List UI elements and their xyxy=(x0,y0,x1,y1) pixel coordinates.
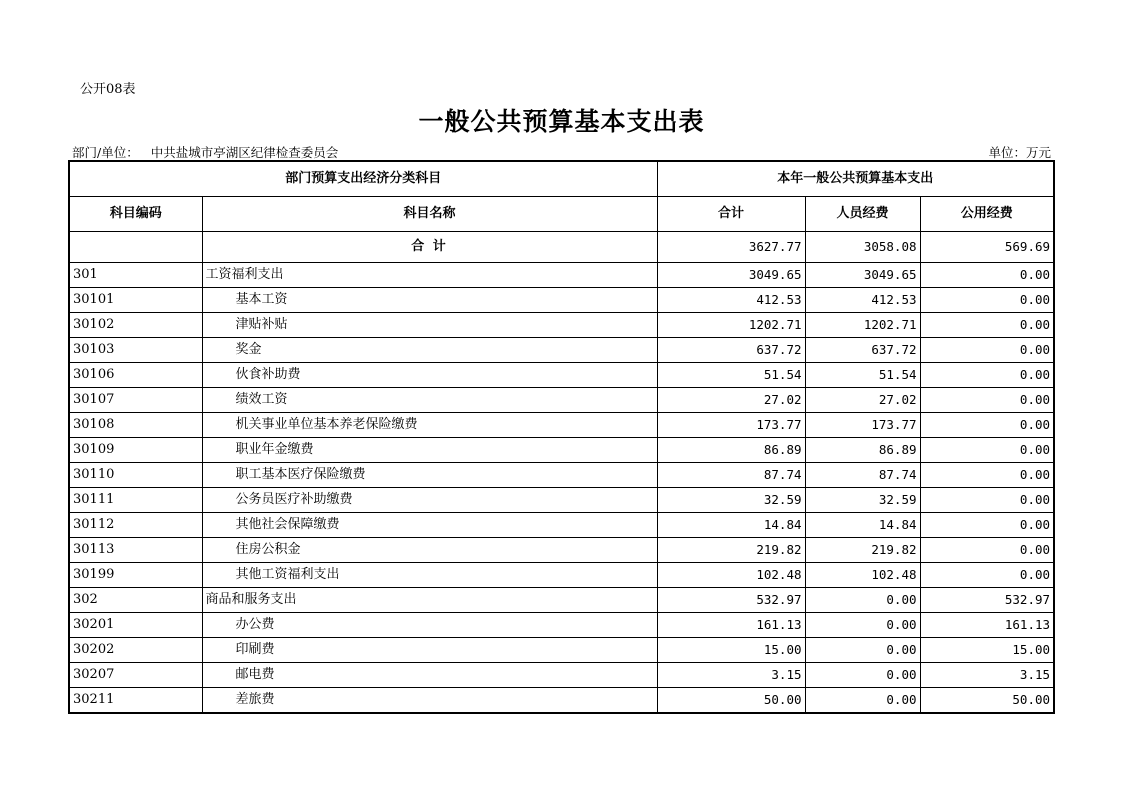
form-code: 公开08表 xyxy=(80,82,136,97)
amount-total: 173.77 xyxy=(657,413,805,438)
amount-public: 0.00 xyxy=(920,388,1054,413)
amount-total: 161.13 xyxy=(657,613,805,638)
amount-personnel: 219.82 xyxy=(805,538,920,563)
amount-total: 219.82 xyxy=(657,538,805,563)
header-personnel: 人员经费 xyxy=(805,197,920,232)
amount-total: 87.74 xyxy=(657,463,805,488)
amount-personnel: 32.59 xyxy=(805,488,920,513)
subject-name: 公务员医疗补助缴费 xyxy=(202,488,657,513)
header-group-row xyxy=(69,161,1054,197)
amount-public: 50.00 xyxy=(920,688,1054,714)
amount-public: 0.00 xyxy=(920,438,1054,463)
table-row xyxy=(69,338,1054,363)
subject-name: 邮电费 xyxy=(202,663,657,688)
subject-code: 30201 xyxy=(69,613,202,638)
amount-personnel: 0.00 xyxy=(805,588,920,613)
amount-total: 532.97 xyxy=(657,588,805,613)
page-title: 一般公共预算基本支出表 xyxy=(418,107,705,136)
amount-personnel: 1202.71 xyxy=(805,313,920,338)
subject-code: 30211 xyxy=(69,688,202,714)
subject-name: 基本工资 xyxy=(202,288,657,313)
amount-public: 0.00 xyxy=(920,463,1054,488)
table-row xyxy=(69,388,1054,413)
amount-public: 0.00 xyxy=(920,563,1054,588)
table-row xyxy=(69,538,1054,563)
amount-public: 0.00 xyxy=(920,288,1054,313)
subject-name: 伙食补助费 xyxy=(202,363,657,388)
amount-personnel: 637.72 xyxy=(805,338,920,363)
subject-code: 302 xyxy=(69,588,202,613)
header-subject-code: 科目编码 xyxy=(69,197,202,232)
amount-public: 15.00 xyxy=(920,638,1054,663)
amount-personnel: 0.00 xyxy=(805,638,920,663)
total-label: 合 计 xyxy=(202,232,657,263)
department-label: 部门/单位： xyxy=(72,145,139,160)
subject-code: 30207 xyxy=(69,663,202,688)
amount-personnel: 27.02 xyxy=(805,388,920,413)
header-total: 合计 xyxy=(657,197,805,232)
amount-personnel: 102.48 xyxy=(805,563,920,588)
table-row xyxy=(69,638,1054,663)
subject-code: 301 xyxy=(69,263,202,288)
table-row xyxy=(69,563,1054,588)
amount-total: 50.00 xyxy=(657,688,805,714)
subject-code: 30113 xyxy=(69,538,202,563)
amount-public: 0.00 xyxy=(920,413,1054,438)
subject-name: 住房公积金 xyxy=(202,538,657,563)
subject-code: 30107 xyxy=(69,388,202,413)
subject-name: 职工基本医疗保险缴费 xyxy=(202,463,657,488)
amount-total: 1202.71 xyxy=(657,313,805,338)
amount-personnel: 87.74 xyxy=(805,463,920,488)
subject-code: 30199 xyxy=(69,563,202,588)
subject-code: 30202 xyxy=(69,638,202,663)
department-line xyxy=(72,143,338,161)
subject-code: 30111 xyxy=(69,488,202,513)
subject-code: 30102 xyxy=(69,313,202,338)
table-row xyxy=(69,288,1054,313)
amount-personnel: 3049.65 xyxy=(805,263,920,288)
subject-name: 津贴补贴 xyxy=(202,313,657,338)
subject-code: 30101 xyxy=(69,288,202,313)
header-economic-category: 部门预算支出经济分类科目 xyxy=(69,161,657,197)
amount-total: 27.02 xyxy=(657,388,805,413)
amount-personnel: 0.00 xyxy=(805,688,920,714)
amount-total: 412.53 xyxy=(657,288,805,313)
table-row xyxy=(69,438,1054,463)
amount-personnel: 412.53 xyxy=(805,288,920,313)
amount-total: 51.54 xyxy=(657,363,805,388)
amount-public: 0.00 xyxy=(920,263,1054,288)
amount-total: 86.89 xyxy=(657,438,805,463)
header-basic-expenditure: 本年一般公共预算基本支出 xyxy=(657,161,1054,197)
amount-personnel: 0.00 xyxy=(805,613,920,638)
table-row xyxy=(69,413,1054,438)
subject-name: 绩效工资 xyxy=(202,388,657,413)
amount-total: 15.00 xyxy=(657,638,805,663)
amount-public: 0.00 xyxy=(920,513,1054,538)
subject-name: 机关事业单位基本养老保险缴费 xyxy=(202,413,657,438)
amount-total: 14.84 xyxy=(657,513,805,538)
amount-personnel: 0.00 xyxy=(805,663,920,688)
table-row xyxy=(69,688,1054,714)
table-row xyxy=(69,463,1054,488)
amount-public: 0.00 xyxy=(920,338,1054,363)
total-public: 569.69 xyxy=(920,232,1054,263)
subject-name: 职业年金缴费 xyxy=(202,438,657,463)
table-row xyxy=(69,588,1054,613)
subject-code: 30103 xyxy=(69,338,202,363)
header-column-row xyxy=(69,197,1054,232)
table-row xyxy=(69,488,1054,513)
table-row xyxy=(69,363,1054,388)
amount-total: 3.15 xyxy=(657,663,805,688)
table-row xyxy=(69,613,1054,638)
unit-label: 单位：万元 xyxy=(988,145,1051,160)
total-personnel: 3058.08 xyxy=(805,232,920,263)
subject-name: 奖金 xyxy=(202,338,657,363)
department-name: 中共盐城市亭湖区纪律检查委员会 xyxy=(150,145,339,160)
amount-public: 3.15 xyxy=(920,663,1054,688)
table-row xyxy=(69,313,1054,338)
subject-code: 30108 xyxy=(69,413,202,438)
subject-name: 办公费 xyxy=(202,613,657,638)
amount-personnel: 51.54 xyxy=(805,363,920,388)
table-row xyxy=(69,263,1054,288)
amount-total: 102.48 xyxy=(657,563,805,588)
subject-code: 30106 xyxy=(69,363,202,388)
subject-code: 30110 xyxy=(69,463,202,488)
amount-public: 0.00 xyxy=(920,538,1054,563)
total-sum: 3627.77 xyxy=(657,232,805,263)
amount-public: 0.00 xyxy=(920,488,1054,513)
amount-public: 532.97 xyxy=(920,588,1054,613)
total-row xyxy=(69,232,1054,263)
subject-name: 差旅费 xyxy=(202,688,657,714)
amount-personnel: 173.77 xyxy=(805,413,920,438)
amount-public: 0.00 xyxy=(920,313,1054,338)
subject-name: 其他社会保障缴费 xyxy=(202,513,657,538)
header-public: 公用经费 xyxy=(920,197,1054,232)
table-row xyxy=(69,513,1054,538)
amount-personnel: 14.84 xyxy=(805,513,920,538)
amount-personnel: 86.89 xyxy=(805,438,920,463)
subject-name: 工资福利支出 xyxy=(202,263,657,288)
amount-public: 161.13 xyxy=(920,613,1054,638)
budget-table xyxy=(68,160,1055,714)
subject-code: 30109 xyxy=(69,438,202,463)
total-code xyxy=(69,232,202,263)
subject-code: 30112 xyxy=(69,513,202,538)
table-row xyxy=(69,663,1054,688)
header-subject-name: 科目名称 xyxy=(202,197,657,232)
amount-total: 32.59 xyxy=(657,488,805,513)
amount-public: 0.00 xyxy=(920,363,1054,388)
amount-total: 3049.65 xyxy=(657,263,805,288)
subject-name: 商品和服务支出 xyxy=(202,588,657,613)
amount-total: 637.72 xyxy=(657,338,805,363)
subject-name: 其他工资福利支出 xyxy=(202,563,657,588)
subject-name: 印刷费 xyxy=(202,638,657,663)
